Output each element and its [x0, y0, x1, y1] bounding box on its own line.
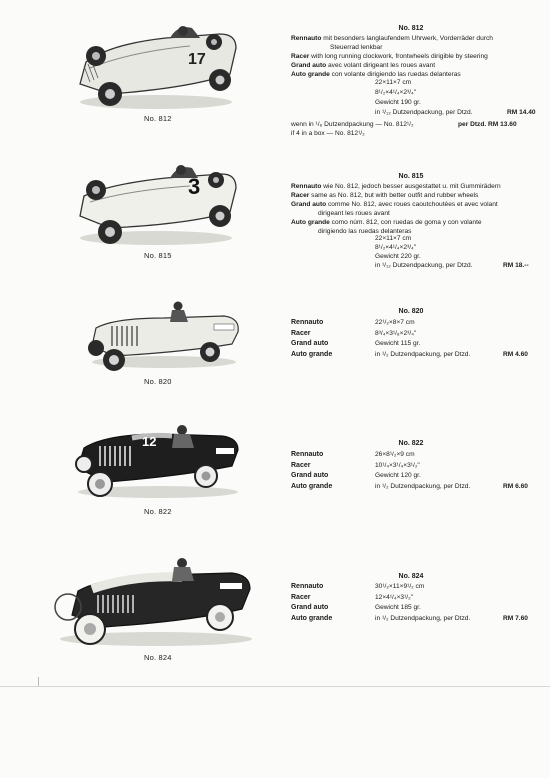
desc-line: Rennauto wie No. 812, jedoch besser ausgestattet u. mit Gummirädern [291, 183, 501, 190]
desc-line: dirigiendo las ruedas delanteras [318, 228, 412, 235]
crop-mark [38, 677, 39, 686]
price: RM 6.60 [503, 482, 528, 490]
label-rennauto: Rennauto [291, 451, 324, 458]
racer-car-815-illustration [70, 160, 242, 250]
pack-line: in ¹/₂ Dutzendpackung, per Dtzd. RM 4.60 [375, 350, 525, 361]
pack-line: in ¹/₁₂ Dutzendpackung, per Dtzd. RM 18.-- [375, 261, 525, 272]
label-grand-auto: Grand auto [291, 604, 329, 611]
car-number-text: 3 [188, 174, 201, 199]
spec-weight: Gewicht 220 gr. [375, 253, 421, 260]
label-auto-grande: Auto grande [291, 350, 333, 358]
spec-dimensions-inch: 8³/₄×3¹/₈×2³/₄" [375, 329, 417, 337]
item-caption: No. 812 [144, 114, 172, 123]
desc-line: Auto grande como núm. 812, con ruedas de goma y con volante [291, 219, 482, 226]
spec-dimensions-inch: 8¹/₂×4¹/₄×2³/₄" [375, 89, 417, 96]
item-heading: No. 822 [398, 440, 424, 447]
racer-car-824-illustration [52, 555, 256, 651]
label-rennauto: Rennauto [291, 319, 324, 326]
item-caption: No. 822 [144, 507, 172, 516]
spec-dimensions-inch: 12×4¹/₄×3¹/₂" [375, 593, 414, 601]
spec-weight: Gewicht 185 gr. [375, 604, 421, 611]
spec-weight: Gewicht 115 gr. [375, 340, 421, 347]
racer-car-820-illustration [84, 296, 244, 374]
spec-weight: Gewicht 120 gr. [375, 472, 421, 479]
item-caption: No. 820 [144, 377, 172, 386]
extra-price: per Dtzd. RM 13.60 [458, 121, 517, 128]
label-racer: Racer [291, 329, 311, 337]
spec-dimensions-inch: 8¹/₂×4¹/₄×2³/₄" [375, 244, 417, 251]
desc-line: Grand auto comme No. 812, avec roues caoutchoutées et avec volant [291, 201, 498, 208]
spec-dimensions-inch: 10¹/₄×3¹/₄×3¹/₂" [375, 461, 420, 469]
item-heading: No. 815 [398, 173, 424, 180]
spec-dimensions-cm: 26×8¹/₂×9 cm [375, 451, 415, 458]
item-caption: No. 815 [144, 251, 172, 260]
label-auto-grande: Auto grande [291, 482, 333, 490]
car-number-text: 12 [142, 434, 157, 449]
spec-dimensions-cm: 22×11×7 cm [375, 79, 412, 86]
page-divider [0, 686, 550, 687]
car-number-text: 17 [188, 51, 206, 68]
label-grand-auto: Grand auto [291, 472, 329, 479]
desc-line: Auto grande con volante dirigiendo las ruedas delanteras [291, 71, 461, 78]
item-heading: No. 824 [398, 573, 424, 580]
pack-line: in ¹/₁₂ Dutzendpackung, per Dtzd. RM 14.40 [375, 108, 525, 119]
desc-line: Grand auto avec volant dirigeant les roues avant [291, 62, 436, 69]
grille [100, 446, 130, 466]
item-heading: No. 820 [398, 308, 424, 315]
desc-line: Racer with long running clockwork, frontwheels dirigible by steering [291, 53, 488, 60]
desc-line: Steuerrad lenkbar [330, 44, 383, 51]
spec-dimensions-cm: 22×11×7 cm [375, 235, 412, 242]
spec-weight: Gewicht 190 gr. [375, 99, 421, 106]
price: RM 7.60 [503, 614, 528, 622]
extra-line: wenn in ¹/₆ Dutzendpackung — No. 812¹/₂ [291, 121, 414, 128]
pack-line: in ¹/₂ Dutzendpackung, per Dtzd. RM 6.60 [375, 482, 525, 493]
desc-line: Racer same as No. 812, but with better outfit and rubber wheels [291, 192, 479, 199]
label-grand-auto: Grand auto [291, 340, 329, 347]
pack-line: in ¹/₂ Dutzendpackung, per Dtzd. RM 7.60 [375, 614, 525, 625]
item-caption: No. 824 [144, 653, 172, 662]
price: RM 4.60 [503, 350, 528, 358]
label-auto-grande: Auto grande [291, 614, 333, 622]
price: RM 18.-- [503, 262, 529, 269]
spec-dimensions-cm: 22¹/₂×8×7 cm [375, 319, 415, 326]
desc-line: Rennauto mit besonders langlaufendem Uhrwerk, Vorderräder durch [291, 35, 493, 42]
extra-line: if 4 in a box — No. 812¹/₂ [291, 130, 365, 137]
price: RM 14.40 [507, 109, 536, 116]
item-heading: No. 812 [398, 25, 424, 32]
racer-car-822-illustration [72, 420, 244, 504]
label-rennauto: Rennauto [291, 583, 324, 590]
spec-dimensions-cm: 30¹/₂×11×9¹/₂ cm [375, 583, 425, 590]
desc-line: dirigeant les roues avant [318, 210, 390, 217]
label-racer: Racer [291, 593, 311, 601]
label-racer: Racer [291, 461, 311, 469]
racer-car-812-illustration [70, 22, 242, 114]
